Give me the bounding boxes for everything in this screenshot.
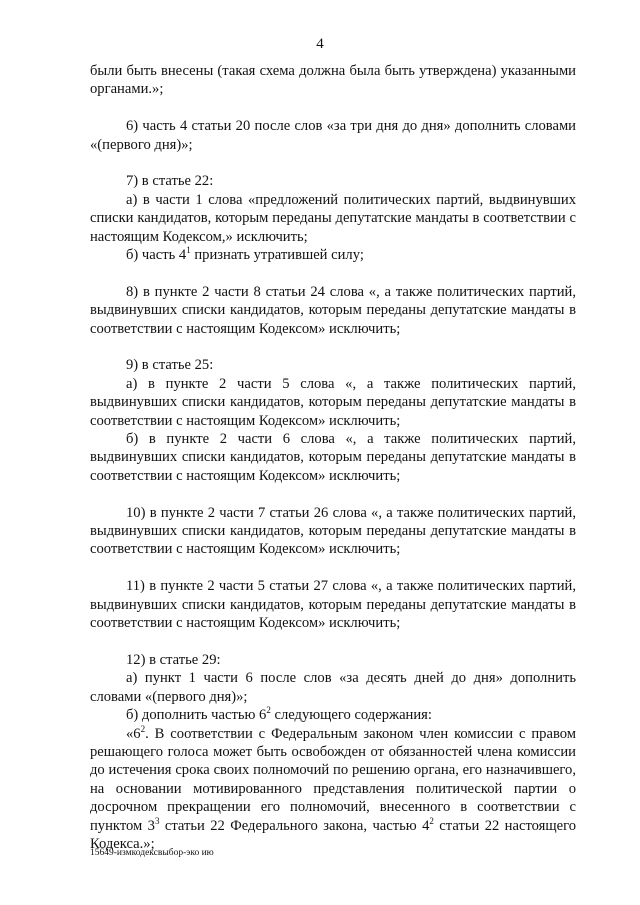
paragraph-text: 12) в статье 29: <box>126 651 221 668</box>
superscript: 3 <box>154 815 160 826</box>
paragraph <box>90 191 576 246</box>
superscript: 1 <box>186 245 191 256</box>
paragraph-text: признать утратившей силу; <box>190 247 364 264</box>
paragraph-text: были быть внесены (такая схема должна была быть утверждена) указанными органами.»; <box>90 63 576 98</box>
paragraph <box>90 172 576 190</box>
paragraph-gap <box>90 633 576 651</box>
paragraph-text: «6 <box>126 725 141 742</box>
paragraph-text: 11) в пункте 2 части 5 статьи 27 слова «, а также политических партий, выдвинувших списки кандидатов, которым переданы депутатские мандаты в соответствии с настоящим Кодексом» исключить; <box>90 578 576 632</box>
paragraph-text: 8) в пункте 2 части 8 статьи 24 слова «, а также политических партий, выдвинувших списки кандидатов, которым переданы депутатские мандаты в соответствии с настоящим Кодексом» исключить; <box>90 283 576 337</box>
superscript: 2 <box>429 815 434 826</box>
paragraph-text: б) в пункте 2 части 6 слова «, а также политических партий, выдвинувших списки кандидатов, которым переданы депутатские мандаты в соответствии с настоящим Кодексом» исключить; <box>90 431 576 484</box>
paragraph <box>90 62 576 99</box>
paragraph-text: 7) в статье 22: <box>126 173 214 190</box>
paragraph-text: следующего содержания: <box>270 707 432 724</box>
paragraph <box>90 577 576 632</box>
paragraph-gap <box>90 264 576 282</box>
paragraph-gap <box>90 559 576 577</box>
paragraph <box>90 430 576 485</box>
paragraph-text: 9) в статье 25: <box>126 357 214 374</box>
paragraph-gap <box>90 99 576 117</box>
page-number: 4 <box>316 36 324 52</box>
paragraph <box>90 117 576 154</box>
paragraph-gap <box>90 485 576 503</box>
paragraph-text: а) в пункте 2 части 5 слова «, а также политических партий, выдвинувших списки кандидатов, которым переданы депутатские мандаты в соответствии с настоящим Кодексом» исключить; <box>90 375 576 429</box>
superscript: 2 <box>140 723 146 734</box>
paragraph <box>90 651 576 669</box>
paragraph <box>90 669 576 706</box>
paragraph-gap <box>90 154 576 172</box>
paragraph-text: 6) часть 4 статьи 20 после слов «за три дня до дня» дополнить словами «(первого дня)»; <box>90 118 576 153</box>
paragraph <box>90 283 576 338</box>
paragraph <box>90 706 576 724</box>
paragraph-text: б) часть 4 <box>126 247 187 264</box>
paragraph <box>90 725 576 854</box>
document-footer: 15649-измкодексвыбор-эко ию <box>90 848 214 858</box>
paragraph-text: . В соответствии с Федеральным законом член комиссии с правом решающего голоса может быть освобожден от обязанностей члена комиссии до истечения срока своих полномочий по решению органа, его назначившего, на основании мотивированного представления политической партии о досрочном прекращении его полномочий, внесенного в соответствии с пунктом 3 <box>90 725 576 834</box>
paragraph <box>90 246 576 264</box>
document-body <box>90 62 576 853</box>
paragraph-text: статьи 22 Федерального закона, частью 4 <box>159 817 430 834</box>
paragraph-text: а) в части 1 слова «предложений политических партий, выдвинувших списки кандидатов, которым переданы депутатские мандаты в соответствии с настоящим Кодексом,» исключить; <box>90 191 576 245</box>
paragraph-gap <box>90 338 576 356</box>
superscript: 2 <box>266 705 271 716</box>
paragraph-text: а) пункт 1 части 6 после слов «за десять дней до дня» дополнить словами «(первого дня)»; <box>90 670 576 705</box>
paragraph <box>90 375 576 430</box>
paragraph <box>90 356 576 374</box>
paragraph-text: статьи 22 настоящего Кодекса.»; <box>90 817 577 852</box>
paragraph-text: 10) в пункте 2 части 7 статьи 26 слова «, а также политических партий, выдвинувших списки кандидатов, которым переданы депутатские мандаты в соответствии с настоящим Кодексом» исключить; <box>90 504 576 558</box>
paragraph-text: б) дополнить частью 6 <box>126 707 267 724</box>
paragraph <box>90 504 576 559</box>
